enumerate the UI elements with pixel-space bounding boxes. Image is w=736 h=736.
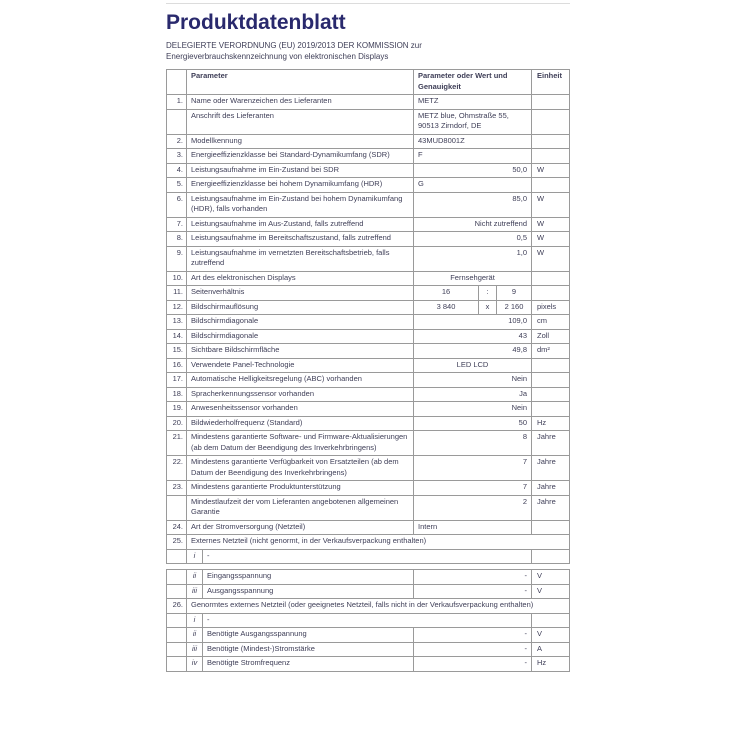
parameter-cell: Verwendete Panel-Technologie	[187, 359, 414, 373]
table-row	[166, 218, 570, 233]
value-cell: METZ blue, Ohmstraße 55, 90513 Zirndorf, DE	[414, 110, 532, 134]
value-cell: 7	[414, 456, 532, 480]
value-cell: Fernsehgerät	[414, 272, 532, 286]
unit-cell: Hz	[537, 417, 547, 427]
table-row	[166, 643, 570, 658]
unit-cell: Jahre	[537, 457, 556, 467]
parameter-cell: Modellkennung	[187, 135, 414, 149]
sub-row-numeral: ii	[187, 570, 203, 584]
row-number	[167, 643, 187, 657]
unit-cell: dm²	[537, 345, 550, 355]
value-cell: Nicht zutreffend	[414, 218, 532, 232]
table-row	[166, 232, 570, 247]
value-cell: Nein	[414, 373, 532, 387]
row-number	[167, 110, 187, 134]
header-number-cell	[167, 70, 187, 94]
table-row	[166, 388, 570, 403]
table-row	[166, 628, 570, 643]
table-row	[166, 614, 570, 629]
parameter-table	[166, 69, 570, 672]
sub-parameter-cell: Ausgangsspannung	[203, 585, 414, 599]
value-second-cell: 2 160	[497, 301, 532, 315]
value-cell: 50,0	[414, 164, 532, 178]
value-separator-cell: x	[479, 301, 497, 315]
row-number: 18.	[167, 388, 187, 402]
row-number: 23.	[167, 481, 187, 495]
table-row	[166, 657, 570, 672]
header-unit-label: Einheit	[537, 71, 563, 81]
parameter-cell: Bildschirmauflösung	[187, 301, 414, 315]
unit-cell: A	[537, 643, 543, 653]
unit-cell: Hz	[537, 658, 547, 668]
unit-cell: cm	[537, 316, 547, 326]
value-cell: F	[414, 149, 532, 163]
row-number: 19.	[167, 402, 187, 416]
sub-row-value-span: -	[203, 550, 532, 564]
row-number: 21.	[167, 431, 187, 455]
row-number: 25.	[167, 535, 187, 549]
unit-cell: V	[537, 571, 543, 581]
table-row	[166, 286, 570, 301]
table-row	[166, 431, 570, 456]
value-cell: Intern	[414, 521, 532, 535]
sub-row-numeral: i	[187, 550, 203, 564]
header-value-label: Parameter oder Wert und Genauigkeit	[414, 70, 532, 94]
value-separator-cell: :	[479, 286, 497, 300]
row-number	[167, 550, 187, 564]
sub-parameter-cell: Benötigte Ausgangsspannung	[203, 628, 414, 642]
unit-cell: Jahre	[537, 482, 556, 492]
value-cell: 7	[414, 481, 532, 495]
unit-cell	[532, 359, 569, 373]
row-number: 24.	[167, 521, 187, 535]
row-number	[167, 628, 187, 642]
value-second-cell: 9	[497, 286, 532, 300]
section-heading-cell: Externes Netzteil (nicht genormt, in der Verkaufsverpackung enthalten)	[191, 536, 427, 546]
unit-cell: W	[537, 193, 545, 203]
sub-row-numeral: ii	[187, 628, 203, 642]
row-number: 6.	[167, 193, 187, 217]
table-row	[166, 417, 570, 432]
parameter-cell: Art des elektronischen Displays	[187, 272, 414, 286]
row-number: 2.	[167, 135, 187, 149]
row-number	[167, 585, 187, 599]
table-row	[166, 535, 570, 550]
table-row	[166, 373, 570, 388]
parameter-cell: Leistungsaufnahme im Bereitschaftszustand, falls zutreffend	[187, 232, 414, 246]
parameter-cell: Leistungsaufnahme im vernetzten Bereitschaftsbetrieb, falls zutreffend	[187, 247, 414, 271]
unit-cell	[532, 614, 569, 628]
unit-cell: W	[537, 164, 545, 174]
parameter-cell: Energieeffizienzklasse bei hohem Dynamikumfang (HDR)	[187, 178, 414, 192]
row-number: 13.	[167, 315, 187, 329]
parameter-cell: Automatische Helligkeitsregelung (ABC) vorhanden	[187, 373, 414, 387]
value-cell: 109,0	[414, 315, 532, 329]
unit-cell	[532, 286, 569, 300]
value-cell: G	[414, 178, 532, 192]
row-number	[167, 570, 187, 584]
regulation-subtitle-line2: Energieverbrauchskennzeichnung von elektronischen Displays	[166, 51, 389, 61]
unit-cell	[532, 149, 569, 163]
value-cell: LED LCD	[414, 359, 532, 373]
table-row	[166, 330, 570, 345]
value-cell: Ja	[414, 388, 532, 402]
row-number: 3.	[167, 149, 187, 163]
sub-row-value-span: -	[203, 614, 532, 628]
table-row	[166, 315, 570, 330]
unit-cell	[532, 110, 569, 134]
row-number	[167, 496, 187, 520]
unit-cell	[532, 135, 569, 149]
parameter-cell: Bildwiederholfrequenz (Standard)	[187, 417, 414, 431]
regulation-subtitle	[166, 41, 570, 62]
value-cell: 0,5	[414, 232, 532, 246]
unit-cell: pixels	[537, 301, 557, 311]
row-number: 10.	[167, 272, 187, 286]
unit-cell: Jahre	[537, 432, 556, 442]
value-cell: 1,0	[414, 247, 532, 271]
parameter-cell: Energieeffizienzklasse bei Standard-Dynamikumfang (SDR)	[187, 149, 414, 163]
unit-cell: V	[537, 585, 543, 595]
row-number: 9.	[167, 247, 187, 271]
sub-parameter-cell: Benötigte (Mindest-)Stromstärke	[203, 643, 414, 657]
value-cell: 43MUD8001Z	[414, 135, 532, 149]
parameter-cell: Name oder Warenzeichen des Lieferanten	[187, 95, 414, 109]
unit-cell	[532, 402, 569, 416]
parameter-cell: Sichtbare Bildschirmfläche	[187, 344, 414, 358]
row-number: 11.	[167, 286, 187, 300]
value-cell: -	[414, 643, 532, 657]
product-datasheet	[166, 0, 570, 672]
table-row	[166, 272, 570, 287]
parameter-cell: Mindestens garantierte Produktunterstützung	[187, 481, 414, 495]
row-number	[167, 614, 187, 628]
unit-cell	[532, 95, 569, 109]
page-title: Produktdatenblatt	[166, 11, 346, 34]
table-row	[166, 149, 570, 164]
row-number: 1.	[167, 95, 187, 109]
sub-row-numeral: iii	[187, 643, 203, 657]
value-cell: 2	[414, 496, 532, 520]
sub-row-numeral: i	[187, 614, 203, 628]
table-row	[166, 164, 570, 179]
row-number: 8.	[167, 232, 187, 246]
parameter-cell: Mindestens garantierte Verfügbarkeit von Ersatzteilen (ab dem Datum der Beendigung des Inverkehrbringens)	[187, 456, 414, 480]
table-row	[166, 247, 570, 272]
header-parameter-label: Parameter	[187, 70, 414, 94]
unit-cell	[532, 550, 569, 564]
regulation-subtitle-line1: DELEGIERTE VERORDNUNG (EU) 2019/2013 DER KOMMISSION zur	[166, 41, 422, 50]
row-number: 20.	[167, 417, 187, 431]
table-row	[166, 344, 570, 359]
parameter-cell: Anwesenheitssensor vorhanden	[187, 402, 414, 416]
parameter-cell: Mindestens garantierte Software- und Firmware-Aktualisierungen (ab dem Datum der Beendigung des Inverkehrbringens)	[187, 431, 414, 455]
parameter-cell: Spracherkennungssensor vorhanden	[187, 388, 414, 402]
row-number: 22.	[167, 456, 187, 480]
value-cell: 49,8	[414, 344, 532, 358]
unit-cell: Jahre	[537, 496, 556, 506]
table-row	[166, 585, 570, 600]
row-number: 4.	[167, 164, 187, 178]
unit-cell: W	[537, 233, 545, 243]
value-cell: 8	[414, 431, 532, 455]
sub-parameter-cell: Eingangsspannung	[203, 570, 414, 584]
table-row	[166, 95, 570, 110]
unit-cell	[532, 178, 569, 192]
row-number: 16.	[167, 359, 187, 373]
value-cell: METZ	[414, 95, 532, 109]
row-number	[167, 657, 187, 671]
parameter-cell: Bildschirmdiagonale	[187, 315, 414, 329]
parameter-cell: Anschrift des Lieferanten	[187, 110, 414, 134]
parameter-cell: Leistungsaufnahme im Ein-Zustand bei SDR	[187, 164, 414, 178]
value-cell: -	[414, 585, 532, 599]
unit-cell	[532, 272, 569, 286]
parameter-cell: Leistungsaufnahme im Ein-Zustand bei hohem Dynamikumfang (HDR), falls vorhanden	[187, 193, 414, 217]
sub-row-numeral: iii	[187, 585, 203, 599]
unit-cell: Zoll	[537, 330, 550, 340]
value-cell: -	[414, 657, 532, 671]
row-number: 5.	[167, 178, 187, 192]
parameter-cell: Art der Stromversorgung (Netzteil)	[187, 521, 414, 535]
row-number: 14.	[167, 330, 187, 344]
value-cell: 43	[414, 330, 532, 344]
row-number: 12.	[167, 301, 187, 315]
value-cell: Nein	[414, 402, 532, 416]
table-header-row	[166, 69, 570, 95]
table-row	[166, 402, 570, 417]
unit-cell	[532, 373, 569, 387]
sub-parameter-cell: Benötigte Stromfrequenz	[203, 657, 414, 671]
value-cell: -	[414, 628, 532, 642]
row-number: 26.	[167, 599, 187, 613]
unit-cell: V	[537, 629, 543, 639]
value-first-cell: 16	[414, 286, 479, 300]
table-row	[166, 496, 570, 521]
table-row	[166, 550, 570, 565]
unit-cell: W	[537, 218, 545, 228]
table-row	[166, 301, 570, 316]
table-row	[166, 569, 570, 585]
parameter-cell: Mindestlaufzeit der vom Lieferanten angebotenen allgemeinen Garantie	[187, 496, 414, 520]
table-row	[166, 481, 570, 496]
unit-cell	[532, 388, 569, 402]
sub-row-numeral: iv	[187, 657, 203, 671]
row-number: 17.	[167, 373, 187, 387]
table-row	[166, 521, 570, 536]
table-row	[166, 599, 570, 614]
row-number: 7.	[167, 218, 187, 232]
unit-cell	[532, 521, 569, 535]
row-number: 15.	[167, 344, 187, 358]
value-cell: 85,0	[414, 193, 532, 217]
table-row	[166, 193, 570, 218]
value-cell: -	[414, 570, 532, 584]
table-row	[166, 359, 570, 374]
page-top-edge	[166, 3, 570, 4]
value-cell: 50	[414, 417, 532, 431]
parameter-cell: Bildschirmdiagonale	[187, 330, 414, 344]
unit-cell: W	[537, 247, 545, 257]
table-row	[166, 178, 570, 193]
table-row	[166, 110, 570, 135]
table-row	[166, 456, 570, 481]
parameter-cell: Seitenverhältnis	[187, 286, 414, 300]
parameter-cell: Leistungsaufnahme im Aus-Zustand, falls zutreffend	[187, 218, 414, 232]
value-first-cell: 3 840	[414, 301, 479, 315]
table-row	[166, 135, 570, 150]
section-heading-cell: Genormtes externes Netzteil (oder geeignetes Netzteil, falls nicht in der Verkaufsverpackung enthalten)	[191, 600, 534, 610]
